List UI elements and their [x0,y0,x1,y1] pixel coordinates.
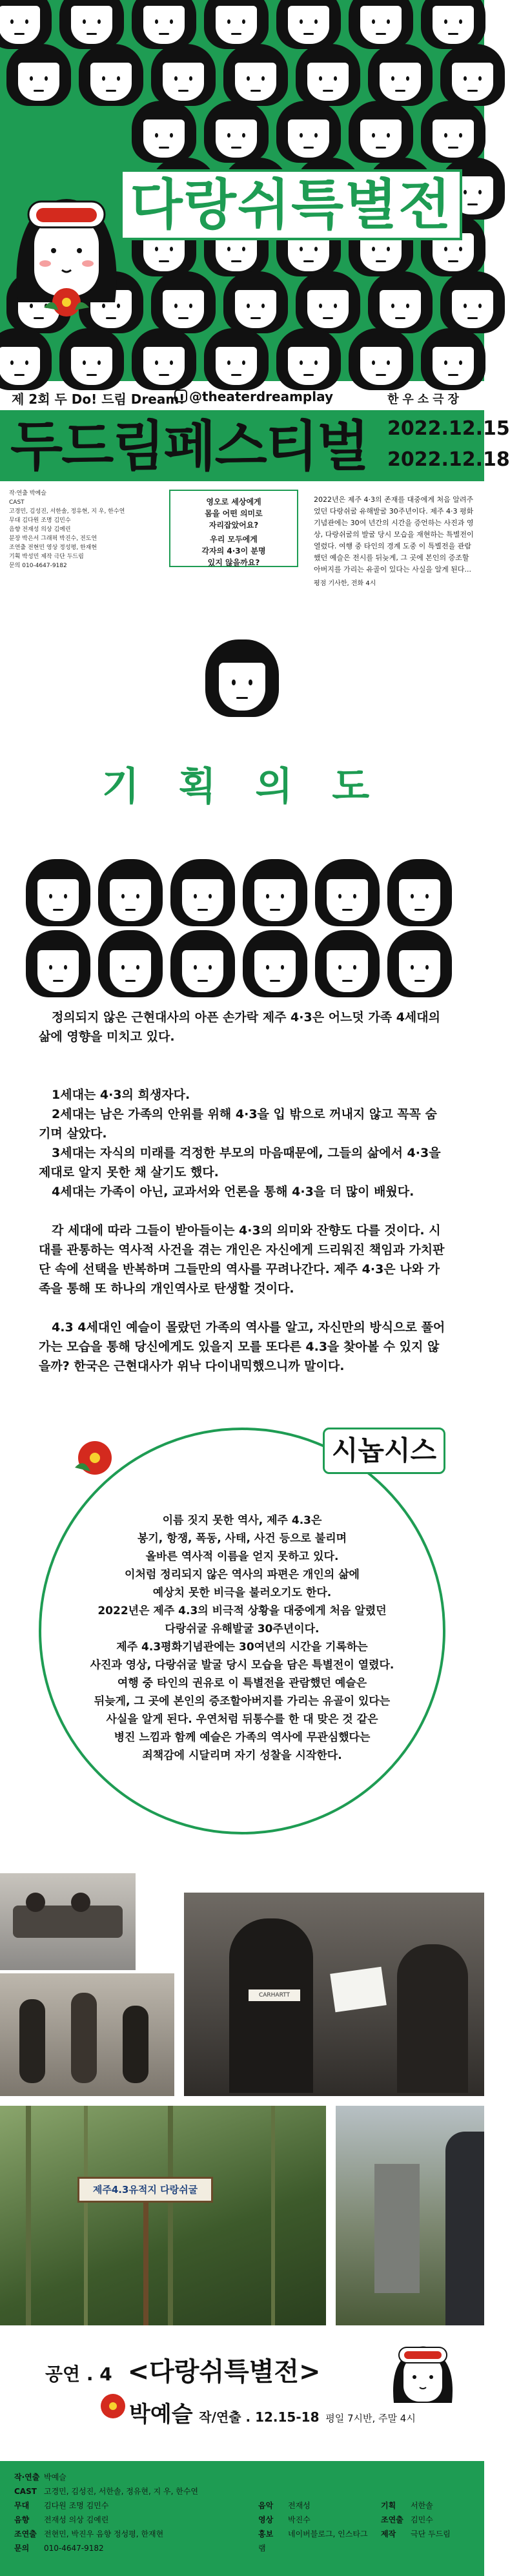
character-head-icon [132,328,196,390]
character-head-icon [151,271,216,333]
character-head-icon [440,44,505,106]
character-head-icon [243,859,307,926]
rehearsal-photo-3: CARHARTT [184,1893,484,2096]
character-head-icon [98,930,163,997]
callout-line: 각자의 4·3이 분명 [201,546,266,556]
synopsis-line: 뒤늦게, 그 곳에 본인의 증조할아버지를 가리는 유골이 있다는 [94,1695,391,1708]
synopsis-line: 봉기, 항쟁, 폭동, 사태, 사건 등으로 불리며 [137,1532,347,1545]
hero-title: 다랑쉬특별전 [130,173,453,236]
character-head-icon [276,101,341,163]
credit-label: 제작 [381,2529,396,2539]
generation-line: 4세대는 가족이 아닌, 교과서와 언론을 통해 4·3을 더 많이 배웠다. [52,1185,414,1199]
footer-col-3 [381,2498,478,2541]
footer-col-1 [14,2470,221,2555]
credit-row [14,2498,221,2513]
synopsis-line: 병진 느낌과 함께 예슬은 가족의 역사에 무관심했다는 [114,1731,371,1744]
credit-label: 문의 [14,2544,30,2553]
author-name: 박예슬 [129,2402,193,2427]
character-head-icon [204,328,269,390]
character-head-icon [6,44,71,106]
credit-row [14,2470,221,2484]
planning-p4: 4.3 4세대인 예슬이 몰랐던 가족의 역사를 알고, 자신만의 방식으로 풀어가는 모습을 통해 당신에게도 있을지 모를 또다른 4.3을 찾아볼 수 있지 않을까? 한국은 근현대사가 위낙 다이내믹했으니까 말이다. [39,1320,445,1373]
credit-row [381,2527,478,2541]
credit-label: 음악 [258,2501,274,2510]
credit-value: 김다원 조명 김민수 [44,2501,109,2510]
character-head-icon [151,44,216,106]
memorial-sign: 제주4.3유적지 다랑쉬굴 [77,2177,213,2203]
credit-row [14,2484,221,2498]
credit-row [258,2527,374,2555]
festival-dates [387,413,510,475]
character-head-icon [170,930,235,997]
credit-label: 음향 [14,2515,30,2524]
credit-row [381,2513,478,2527]
synopsis-line: 이처럼 정리되지 않은 역사의 파편은 개인의 삶에 [125,1568,360,1581]
synopsis-line: 2022년은 제주 4.3의 비극적 상황을 대중에게 처음 알렸던 [97,1605,387,1617]
planning-p2 [39,1085,445,1201]
character-head-icon [349,0,413,49]
credit-row [381,2498,478,2513]
performance-title-line [45,2351,321,2388]
credit-label: 조연출 [381,2515,403,2524]
schedule: 평일 7시반, 주말 4시 [325,2413,416,2424]
date-end: 2022.12.18 [387,448,510,471]
character-head-icon [296,271,360,333]
synopsis-text [77,1511,407,1765]
synopsis-line: 사실을 알게 된다. 우연처럼 뒤통수를 한 대 맞은 것 같은 [106,1713,378,1726]
credit-line: 기획 박성민 제작 극단 두드림 [9,554,84,560]
synopsis-line: 다랑쉬굴 유해발굴 30주년이다. [165,1623,320,1636]
character-head-icon [132,101,196,163]
date-start: 2022.12.15 [387,417,510,440]
credit-label: 영상 [258,2515,274,2524]
camellia-icon [72,1435,117,1480]
character-head-icon [296,44,360,106]
character-head-icon [223,271,288,333]
callout-line: 영오로 세상에게 [206,497,261,506]
character-head-icon [59,0,124,49]
character-head-icon [276,0,341,49]
character-head-icon [421,0,485,49]
character-head-icon [315,930,380,997]
credit-value: 서한솔 [411,2501,433,2510]
credit-value: 박진수 [288,2515,311,2524]
author-role: 작/연출 . 12.15-18 [199,2409,320,2425]
callout-line: 몸을 어떤 의미로 [205,509,263,518]
character-head-icon [0,0,52,49]
performance-prefix: 공연 . 4 [45,2363,112,2385]
edition-label: 제 2회 두 Do! 드림 Dream! [12,391,185,407]
character-head-icon [387,930,452,997]
character-head-icon [204,0,269,49]
character-head-icon [421,328,485,390]
character-head-icon [387,859,452,926]
credit-value: 고경민, 김성진, 서한솔, 정유현, 지 우, 한수연 [44,2487,199,2496]
credit-label: 조연출 [14,2529,37,2539]
callout-line: 자리잡았어요? [209,521,259,530]
character-head-icon [243,930,307,997]
character-head-icon [59,328,124,390]
character-head-icon [98,859,163,926]
generation-line: 3세대는 자식의 미래를 걱정한 부모의 마음때문에, 그들의 삶에서 4·3을 제대로 알지 못한 채 살기도 했다. [39,1146,441,1179]
callout-line: 있지 않을까요? [207,558,260,567]
credit-value: 박예슬 [44,2473,66,2482]
credit-label: 기획 [381,2501,396,2510]
performance-subline [129,2396,416,2428]
camellia-icon [97,2390,129,2422]
credit-value: 전재성 의상 김예린 [44,2515,109,2524]
callout-box [169,490,298,567]
character-head-icon [26,930,90,997]
memorial-stone-photo [336,2106,484,2325]
credit-row [14,2527,221,2541]
callout-line: 우리 모두에게 [210,535,258,544]
credit-line: CAST [9,499,25,506]
generation-line: 1세대는 4·3의 희생자다. [52,1088,190,1102]
credit-lines [9,489,164,570]
credit-line: 고경민, 김성진, 서한솔, 정유현, 지 우, 한수연 [9,508,125,515]
character-head-icon [132,0,196,49]
character-head-icon [440,271,505,333]
credit-label: 홍보 [258,2529,274,2539]
credit-label: 무대 [14,2501,30,2510]
synopsis-line: 사진과 영상, 다랑쉬굴 발굴 당시 모습을 담은 특별전이 열렸다. [90,1659,394,1672]
character-head-icon [315,859,380,926]
credit-line: 무대 김다원 조명 김민수 [9,517,71,524]
credit-line: 작·연출 박예슬 [9,490,46,497]
credit-line: 음향 전재성 의상 김예린 [9,526,71,533]
credit-label: CAST [14,2487,37,2496]
credit-value: 010-4647-9182 [44,2544,104,2553]
rehearsal-photo-1 [0,1873,136,1970]
planning-p3: 각 세대에 따라 그들이 받아들이는 4·3의 의미와 잔향도 다를 것이다. 시대를 관통하는 역사적 사건을 겪는 개인은 자신에게 드리워진 책임과 가치판단 속에 선택을 반복하며 그들만의 역사를 꾸려나간다. 제주 4·3은 나와 가족을 통해 또 하나의 개인역사로 탄생할 것이다. [39,1223,445,1296]
character-head-icon [276,328,341,390]
character-head-icon [368,271,433,333]
instagram-handle[interactable]: @theaterdreamplay [174,389,333,404]
performance-title: <다랑쉬특별전> [127,2357,321,2387]
credit-value: 전현민, 박진우 음향 정성평, 한재현 [44,2529,164,2539]
credit-line: 문의 010-4647-9182 [9,563,67,569]
bamboo-sign-photo [0,2106,326,2325]
girl-illustration [5,173,128,315]
planning-p1: 정의되지 않은 근현대사의 아픈 손가락 제주 4·3은 어느덧 가족 4세대의 삶에 영향을 미치고 있다. [39,1010,440,1044]
theatre-name: 한우소극장 [387,393,463,406]
character-head-icon [0,328,52,390]
rehearsal-photo-2 [0,1973,174,2096]
synopsis-label: 시놉시스 [323,1428,445,1474]
festival-title: 두드림페스티벌 [10,415,369,478]
credit-row [14,2513,221,2527]
hero-character [5,173,128,315]
synopsis-line: 예상치 못한 비극을 불러오기도 한다. [152,1586,332,1599]
character-head-icon [223,44,288,106]
character-head-icon [421,101,485,163]
credit-row [258,2513,374,2527]
credit-row [258,2498,374,2513]
character-head-icon [205,639,279,717]
credit-line: 분장 박은서 그래픽 박진수, 전도연 [9,535,97,542]
character-head-icon [170,859,235,926]
instagram-icon [174,390,187,402]
footer-col-2 [258,2498,374,2555]
credit-label: 작·연출 [14,2473,40,2482]
character-head-icon [349,328,413,390]
credit-value: 전재성 [288,2501,311,2510]
credit-row [14,2541,221,2555]
credit-value: 네이버블로그, 인스타그램 [258,2529,368,2553]
character-head-icon [368,44,433,106]
credit-line: 조연출 전현민 영상 정성평, 한재현 [9,545,97,551]
synopsis-line: 여행 중 타인의 권유로 이 특별전을 관람했던 예슬은 [117,1677,367,1690]
character-head-icon [26,859,90,926]
intro-text: 2022년은 제주 4·3의 존재를 대중에게 처음 알려주었던 다랑쉬굴 유해발굴 30주년이다. 제주 4·3 평화기념관에는 30여 년간의 시간을 증언하는 사진과 영상, 다랑쉬굴의 발굴 당시 모습을 재현하는 특별전이 열렸다. 여행 중 타인의 경계 도중 이 특별전을 관람했던 예슬은 전시를 뒤늦게, 그 곳에 본인의 증조할아버지를 가리는 유골이 있다는 사실을 알게 된다... 평점 기사한, 전화 4시 [314,495,474,587]
credit-footer [0,2461,484,2576]
character-head-icon [349,101,413,163]
synopsis-line: 제주 4.3평화기념관에는 30여년의 시간을 기록하는 [116,1641,368,1654]
planning-title: 기 획 의 도 [101,764,383,809]
character-head-icon [204,101,269,163]
credit-value: 김민수 [411,2515,433,2524]
generation-line: 2세대는 남은 가족의 안위를 위해 4·3을 입 밖으로 꺼내지 않고 꼭꼭 숨기며 살았다. [39,1107,437,1141]
synopsis-line: 죄책감에 시달리며 자기 성찰을 시작한다. [142,1749,342,1762]
credit-value: 극단 두드림 [411,2529,451,2539]
hero-title-box [120,169,462,240]
synopsis-line: 올바른 역사적 이름을 얻지 못하고 있다. [145,1550,339,1563]
synopsis-line: 이름 짓지 못한 역사, 제주 4.3은 [162,1514,322,1527]
character-head-icon [79,44,143,106]
